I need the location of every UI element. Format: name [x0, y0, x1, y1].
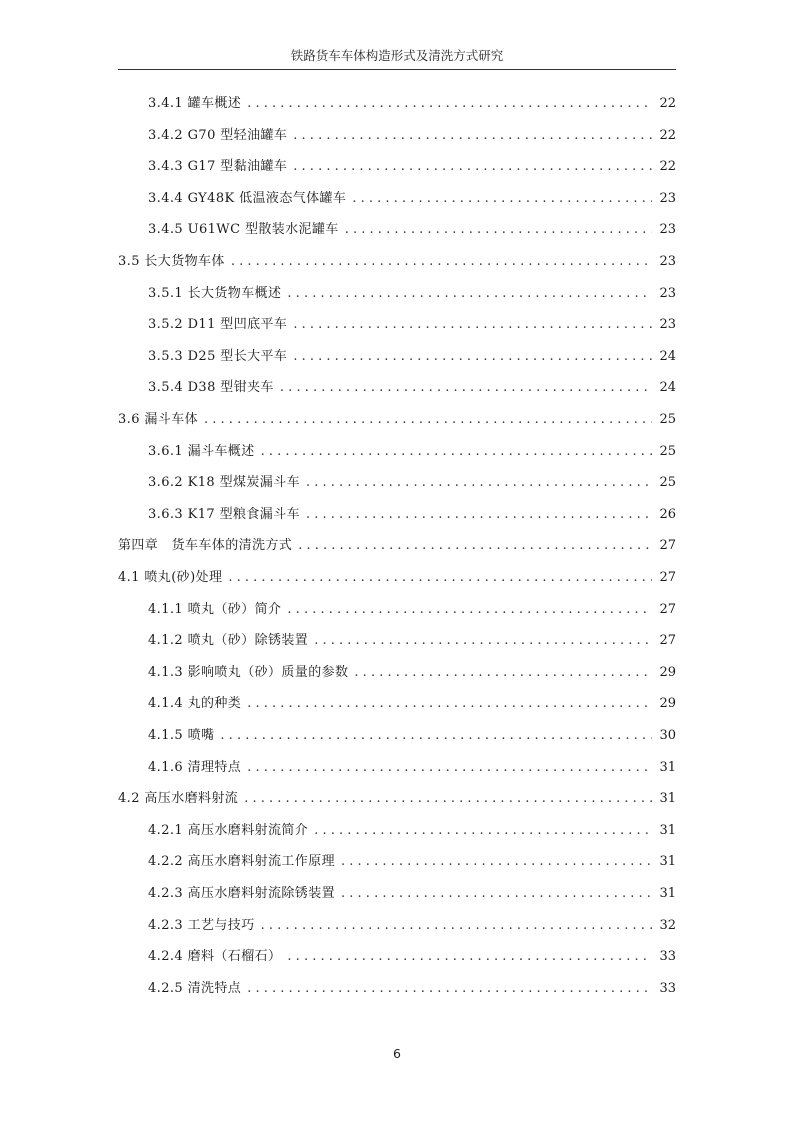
toc-entry-label: 3.6.1 漏斗车概述 — [148, 443, 255, 459]
toc-entry-page: 23 — [659, 317, 676, 333]
toc-entry-page: 29 — [659, 664, 676, 680]
toc-entry-label: 4.1.5 喷嘴 — [148, 728, 215, 743]
toc-dot-leader — [244, 789, 652, 809]
toc-dot-leader — [247, 758, 652, 778]
toc-dot-leader — [354, 663, 652, 683]
toc-entry-page: 27 — [659, 601, 676, 617]
toc-dot-leader — [287, 284, 652, 304]
toc-entry-label: 3.5.2 D11 型凹底平车 — [148, 317, 288, 333]
toc-entry-label: 4.2.2 高压水磨料射流工作原理 — [148, 854, 336, 870]
toc-entry[interactable] — [148, 884, 676, 904]
toc-entry-label: 4.2 高压水磨料射流 — [118, 791, 239, 807]
toc-entry-label: 3.4.1 罐车概述 — [148, 96, 242, 111]
toc-dot-leader — [220, 726, 652, 746]
toc-entry[interactable] — [118, 252, 676, 272]
toc-entry-page: 22 — [659, 96, 676, 111]
toc-entry-page: 32 — [659, 917, 676, 933]
toc-dot-leader — [261, 442, 652, 462]
toc-entry[interactable] — [118, 410, 676, 430]
toc-entry-label: 4.2.5 清洗特点 — [148, 980, 242, 996]
toc-dot-leader — [352, 189, 652, 209]
toc-entry-page: 22 — [659, 127, 676, 143]
toc-dot-leader — [287, 947, 652, 967]
toc-entry[interactable] — [148, 979, 676, 999]
toc-entry-page: 23 — [659, 285, 676, 301]
toc-entry-label: 3.6 漏斗车体 — [118, 412, 199, 427]
toc-entry[interactable] — [148, 947, 676, 967]
toc-entry-label: 3.4.5 U61WC 型散装水泥罐车 — [148, 222, 339, 238]
toc-entry-page: 26 — [659, 506, 676, 522]
toc-entry-page: 27 — [659, 633, 676, 649]
toc-entry-label: 3.5.4 D38 型钳夹车 — [148, 380, 274, 396]
toc-dot-leader — [293, 315, 652, 335]
toc-entry[interactable] — [148, 126, 676, 146]
toc-entry-label: 3.5.3 D25 型长大平车 — [148, 348, 288, 364]
toc-entry-page: 24 — [659, 380, 676, 396]
toc-dot-leader — [341, 852, 652, 872]
toc-entry-label: 3.5 长大货物车体 — [118, 254, 225, 269]
toc-entry-label: 4.2.3 工艺与技巧 — [148, 917, 255, 933]
toc-dot-leader — [231, 252, 652, 272]
toc-entry-label: 3.4.2 G70 型轻油罐车 — [148, 127, 288, 143]
toc-dot-leader — [293, 126, 652, 146]
toc-entry[interactable] — [148, 347, 676, 367]
toc-entry[interactable] — [148, 378, 676, 398]
toc-dot-leader — [287, 600, 652, 620]
toc-entry[interactable] — [148, 505, 676, 525]
toc-dot-leader — [293, 347, 652, 367]
toc-entry-label: 4.1.3 影响喷丸（砂）质量的参数 — [148, 664, 349, 680]
toc-dot-leader — [228, 568, 652, 588]
toc-entry-label: 4.1 喷丸(砂)处理 — [118, 570, 223, 585]
toc-entry[interactable] — [148, 473, 676, 493]
toc-entry-label: 3.4.4 GY48K 低温液态气体罐车 — [148, 190, 347, 206]
toc-entry[interactable] — [148, 663, 676, 683]
toc-dot-leader — [314, 631, 652, 651]
toc-entry-page: 31 — [659, 791, 676, 807]
toc-entry[interactable] — [148, 726, 676, 746]
toc-entry-page: 31 — [659, 822, 676, 838]
toc-entry[interactable] — [118, 536, 676, 556]
toc-entry-page: 23 — [659, 254, 676, 269]
toc-entry-page: 23 — [659, 190, 676, 206]
toc-dot-leader — [204, 410, 652, 430]
toc-entry-label: 4.1.4 丸的种类 — [148, 696, 242, 712]
toc-entry-page: 30 — [659, 728, 676, 743]
toc-entry[interactable] — [148, 220, 676, 240]
toc-dot-leader — [280, 378, 652, 398]
toc-entry[interactable] — [148, 315, 676, 335]
toc-entry-page: 33 — [659, 949, 676, 965]
toc-dot-leader — [247, 94, 652, 114]
toc-entry-page: 29 — [659, 696, 676, 712]
page-header-title: 铁路货车车体构造形式及清洗方式研究 — [290, 48, 504, 63]
toc-dot-leader — [247, 694, 652, 714]
toc-dot-leader — [298, 536, 652, 556]
toc-entry-label: 4.1.1 喷丸（砂）简介 — [148, 601, 282, 617]
toc-entry-page: 27 — [659, 538, 676, 554]
header-divider — [118, 69, 676, 70]
toc-entry-label: 4.2.4 磨料（石榴石） — [148, 949, 282, 965]
toc-entry-page: 33 — [659, 980, 676, 996]
toc-entry[interactable] — [148, 694, 676, 714]
toc-entry-label: 3.6.2 K18 型煤炭漏斗车 — [148, 475, 300, 491]
toc-entry-page: 31 — [659, 886, 676, 901]
toc-entry-page: 31 — [659, 759, 676, 775]
toc-dot-leader — [261, 916, 652, 936]
toc-dot-leader — [306, 473, 652, 493]
toc-dot-leader — [306, 505, 652, 525]
toc-entry[interactable] — [148, 189, 676, 209]
toc-dot-leader — [314, 821, 652, 841]
toc-entry[interactable] — [148, 284, 676, 304]
toc-entry-page: 31 — [659, 854, 676, 870]
toc-entry-label: 3.4.3 G17 型黏油罐车 — [148, 159, 288, 175]
toc-entry[interactable] — [118, 568, 676, 588]
toc-entry[interactable] — [148, 821, 676, 841]
toc-entry[interactable] — [148, 442, 676, 462]
toc-entry-label: 4.2.1 高压水磨料射流简介 — [148, 822, 309, 838]
toc-entry[interactable] — [148, 852, 676, 872]
page-number: 6 — [393, 1046, 401, 1061]
toc-entry[interactable] — [148, 157, 676, 177]
toc-entry-page: 24 — [659, 348, 676, 364]
toc-entry-page: 25 — [659, 443, 676, 459]
toc-entry-label: 4.1.6 清理特点 — [148, 759, 242, 775]
toc-entry[interactable] — [118, 789, 676, 809]
toc-entry[interactable] — [148, 631, 676, 651]
toc-entry-label: 3.6.3 K17 型粮食漏斗车 — [148, 506, 300, 522]
toc-entry-label: 4.1.2 喷丸（砂）除锈装置 — [148, 633, 309, 649]
toc-dot-leader — [345, 220, 652, 240]
toc-dot-leader — [341, 884, 652, 904]
toc-entry-page: 25 — [659, 412, 676, 427]
toc-entry-label: 4.2.3 高压水磨料射流除锈装置 — [148, 886, 336, 901]
toc-entry[interactable] — [148, 94, 676, 114]
toc-entry-page: 27 — [659, 570, 676, 585]
toc-entry[interactable] — [148, 758, 676, 778]
toc-entry-page: 22 — [659, 159, 676, 175]
toc-entry-page: 23 — [659, 222, 676, 238]
toc-dot-leader — [247, 979, 652, 999]
toc-entry-label: 3.5.1 长大货物车概述 — [148, 285, 282, 301]
toc-entry-label: 第四章 货车车体的清洗方式 — [118, 538, 293, 554]
toc-entry[interactable] — [148, 600, 676, 620]
toc-dot-leader — [293, 157, 652, 177]
toc-entry-page: 25 — [659, 475, 676, 491]
toc-entry[interactable] — [148, 916, 676, 936]
